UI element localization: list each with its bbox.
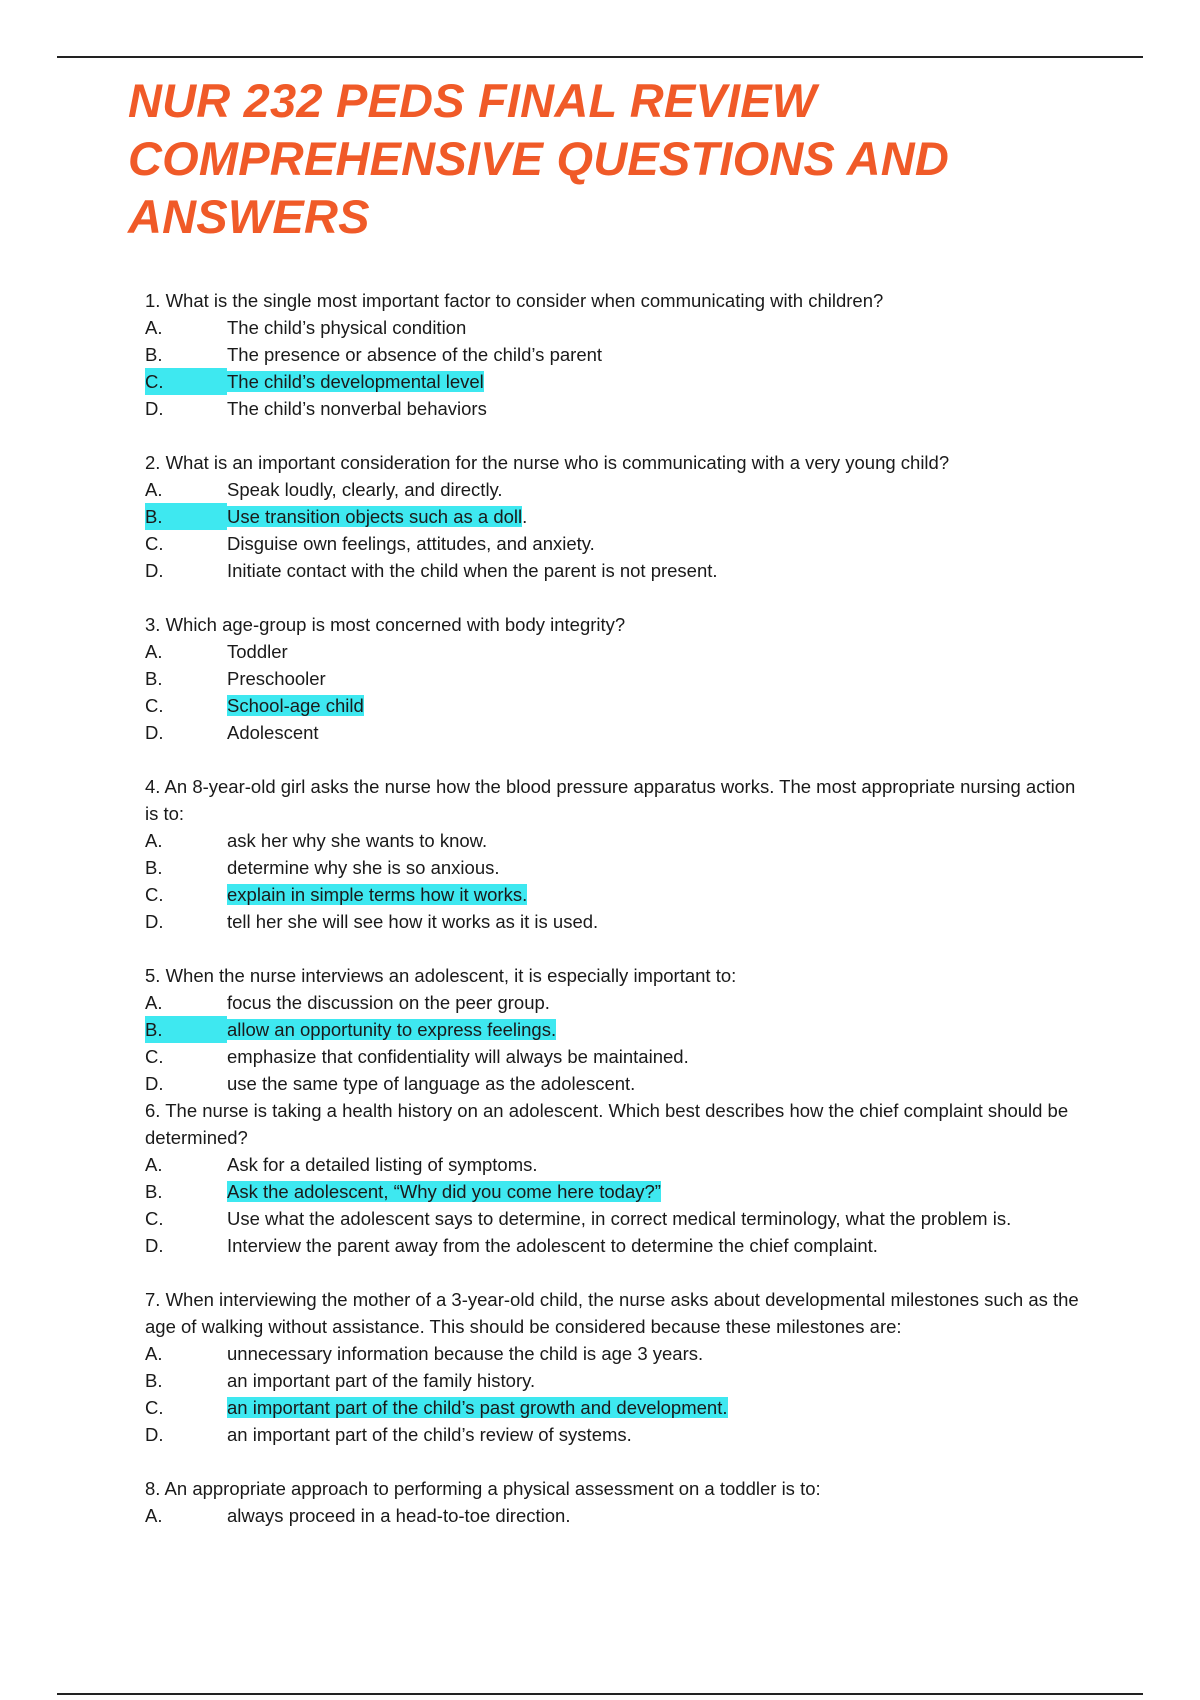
option-text-highlighted: Use transition objects such as a doll xyxy=(227,506,523,527)
correct-answer-option xyxy=(145,881,1085,908)
top-rule xyxy=(57,56,1143,58)
question-1 xyxy=(145,287,1085,422)
option-text: The child’s physical condition xyxy=(227,317,467,338)
option-text: Toddler xyxy=(227,641,288,662)
question-5 xyxy=(145,962,1085,1097)
option-text-highlighted: allow an opportunity to express feelings. xyxy=(227,1019,557,1040)
option-letter: C. xyxy=(145,1397,164,1418)
option-text: emphasize that confidentiality will always be maintained. xyxy=(227,1046,689,1067)
option-letter: A. xyxy=(145,992,163,1013)
question-stem: 4. An 8-year-old girl asks the nurse how the blood pressure apparatus works. The most appropriate nursing action is to: xyxy=(145,776,1076,824)
question-6 xyxy=(145,1097,1085,1259)
answer-option xyxy=(145,1205,1085,1232)
option-text-highlighted: an important part of the child’s past growth and development. xyxy=(227,1397,728,1418)
answer-option xyxy=(145,341,1085,368)
question-2 xyxy=(145,449,1085,584)
option-text: an important part of the family history. xyxy=(227,1370,536,1391)
answer-option xyxy=(145,719,1085,746)
option-letter: A. xyxy=(145,641,163,662)
option-letter: B. xyxy=(145,1181,163,1202)
question-7 xyxy=(145,1286,1085,1448)
option-letter: D. xyxy=(145,1235,164,1256)
question-3 xyxy=(145,611,1085,746)
option-letter: B. xyxy=(145,503,227,530)
option-text: The presence or absence of the child’s parent xyxy=(227,344,603,365)
question-stem: 3. Which age-group is most concerned with body integrity? xyxy=(145,614,626,635)
question-list xyxy=(145,287,1085,1529)
option-letter: C. xyxy=(145,1046,164,1067)
option-letter: C. xyxy=(145,368,227,395)
option-letter: D. xyxy=(145,722,164,743)
question-stem: 6. The nurse is taking a health history on an adolescent. Which best describes how the chief complaint should be determined? xyxy=(145,1100,1069,1148)
answer-option xyxy=(145,854,1085,881)
option-letter: D. xyxy=(145,1073,164,1094)
question-stem: 1. What is the single most important factor to consider when communicating with children? xyxy=(145,290,884,311)
option-letter: C. xyxy=(145,884,164,905)
answer-option xyxy=(145,1340,1085,1367)
option-text: always proceed in a head-to-toe direction. xyxy=(227,1505,571,1526)
correct-answer-option xyxy=(145,503,1085,530)
question-stem: 7. When interviewing the mother of a 3-year-old child, the nurse asks about developmental milestones such as the age of walking without assistance. This should be considered because these milestones are: xyxy=(145,1289,1079,1337)
option-text: Adolescent xyxy=(227,722,319,743)
option-text: Initiate contact with the child when the parent is not present. xyxy=(227,560,718,581)
answer-option xyxy=(145,530,1085,557)
option-letter: C. xyxy=(145,1208,164,1229)
answer-option xyxy=(145,827,1085,854)
correct-answer-option xyxy=(145,692,1085,719)
correct-answer-option xyxy=(145,1016,1085,1043)
option-text: The child’s nonverbal behaviors xyxy=(227,398,487,419)
option-text: determine why she is so anxious. xyxy=(227,857,500,878)
bottom-rule xyxy=(57,1693,1143,1695)
option-text: Ask for a detailed listing of symptoms. xyxy=(227,1154,538,1175)
option-letter: A. xyxy=(145,1154,163,1175)
answer-option xyxy=(145,1043,1085,1070)
option-letter: D. xyxy=(145,398,164,419)
answer-option xyxy=(145,1070,1085,1097)
option-text: Disguise own feelings, attitudes, and anxiety. xyxy=(227,533,595,554)
answer-option xyxy=(145,395,1085,422)
answer-option xyxy=(145,1421,1085,1448)
option-letter: A. xyxy=(145,479,163,500)
answer-option xyxy=(145,638,1085,665)
answer-option xyxy=(145,1151,1085,1178)
option-letter: C. xyxy=(145,533,164,554)
option-letter: D. xyxy=(145,560,164,581)
option-text: an important part of the child’s review of systems. xyxy=(227,1424,632,1445)
answer-option xyxy=(145,314,1085,341)
option-text: ask her why she wants to know. xyxy=(227,830,488,851)
option-text-highlighted: Ask the adolescent, “Why did you come here today?” xyxy=(227,1181,661,1202)
option-text: Preschooler xyxy=(227,668,326,689)
question-stem: 8. An appropriate approach to performing a physical assessment on a toddler is to: xyxy=(145,1478,821,1499)
option-letter: B. xyxy=(145,668,163,689)
option-text-highlighted: The child’s developmental level xyxy=(227,371,484,392)
option-text: Speak loudly, clearly, and directly. xyxy=(227,479,503,500)
question-4 xyxy=(145,773,1085,935)
option-letter: A. xyxy=(145,830,163,851)
title-line-3: ANSWERS xyxy=(128,190,370,243)
answer-option xyxy=(145,665,1085,692)
document-title xyxy=(128,72,1128,246)
option-text-suffix: . xyxy=(522,506,528,527)
option-text: use the same type of language as the adolescent. xyxy=(227,1073,636,1094)
option-text-highlighted: explain in simple terms how it works. xyxy=(227,884,528,905)
answer-option xyxy=(145,1232,1085,1259)
question-8 xyxy=(145,1475,1085,1529)
answer-option xyxy=(145,989,1085,1016)
option-letter: D. xyxy=(145,1424,164,1445)
correct-answer-option xyxy=(145,1178,1085,1205)
option-text-highlighted: School-age child xyxy=(227,695,364,716)
question-stem: 2. What is an important consideration for the nurse who is communicating with a very young child? xyxy=(145,452,950,473)
option-letter: A. xyxy=(145,1343,163,1364)
title-line-1: NUR 232 PEDS FINAL REVIEW xyxy=(128,74,817,127)
option-letter: B. xyxy=(145,857,163,878)
option-text: Interview the parent away from the adolescent to determine the chief complaint. xyxy=(227,1235,878,1256)
title-line-2: COMPREHENSIVE QUESTIONS AND xyxy=(128,132,950,185)
answer-option xyxy=(145,476,1085,503)
option-letter: A. xyxy=(145,317,163,338)
option-text: Use what the adolescent says to determine, in correct medical terminology, what the problem is. xyxy=(227,1208,1012,1229)
answer-option xyxy=(145,908,1085,935)
option-letter: D. xyxy=(145,911,164,932)
answer-option xyxy=(145,557,1085,584)
option-letter: B. xyxy=(145,1370,163,1391)
option-text: unnecessary information because the child is age 3 years. xyxy=(227,1343,704,1364)
option-letter: B. xyxy=(145,1016,227,1043)
option-text: tell her she will see how it works as it is used. xyxy=(227,911,599,932)
option-letter: A. xyxy=(145,1505,163,1526)
option-letter: B. xyxy=(145,344,163,365)
correct-answer-option xyxy=(145,1394,1085,1421)
correct-answer-option xyxy=(145,368,1085,395)
option-text: focus the discussion on the peer group. xyxy=(227,992,550,1013)
answer-option xyxy=(145,1502,1085,1529)
answer-option xyxy=(145,1367,1085,1394)
option-letter: C. xyxy=(145,695,164,716)
question-stem: 5. When the nurse interviews an adolescent, it is especially important to: xyxy=(145,965,737,986)
